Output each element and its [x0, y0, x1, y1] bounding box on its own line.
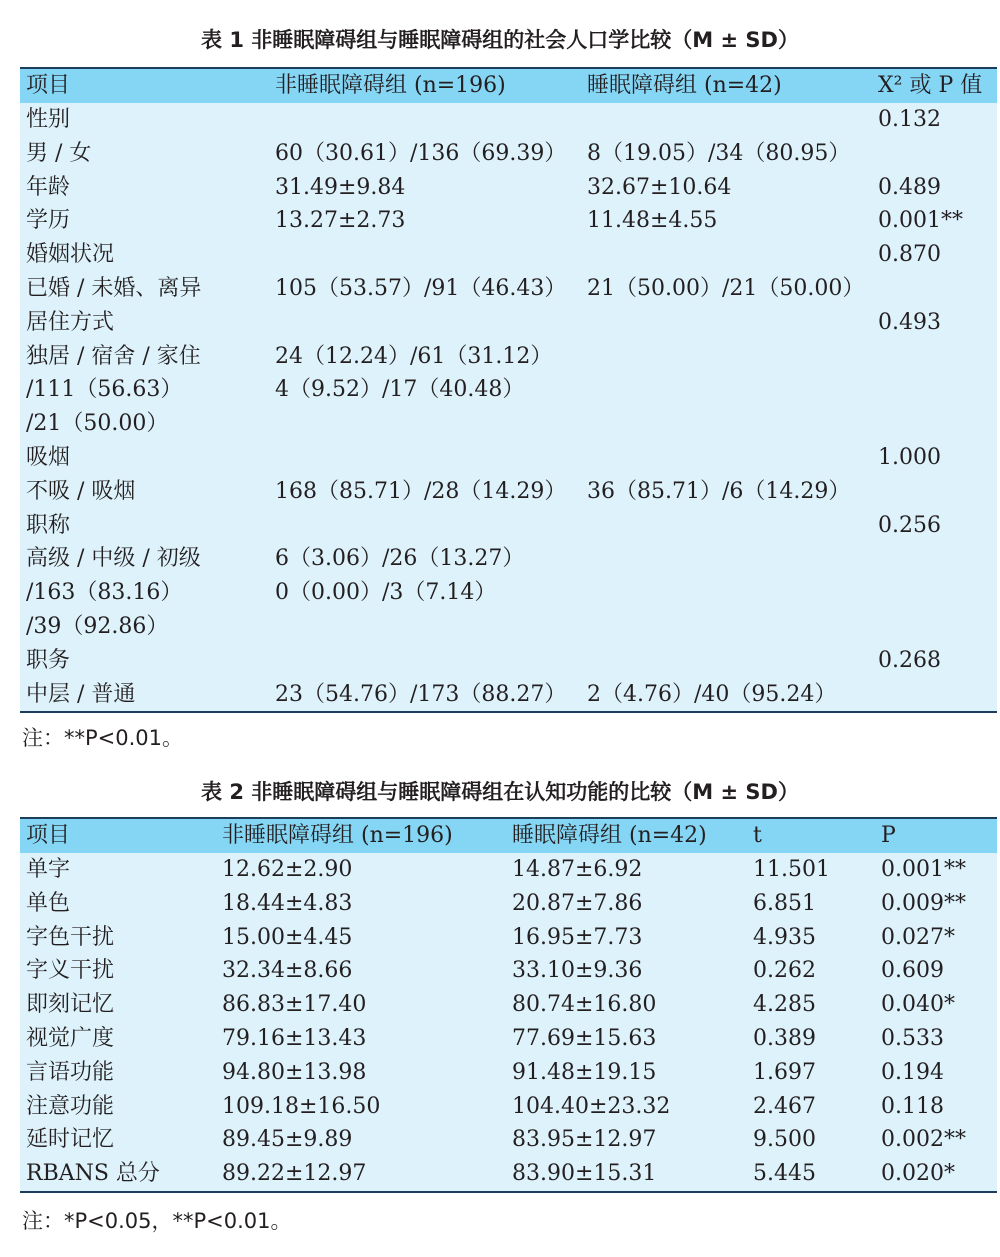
table-cell: 79.16±13.43	[222, 1025, 367, 1051]
table-cell: 婚姻状况	[26, 242, 115, 268]
table-cell: 4.285	[753, 992, 816, 1018]
table-cell: 0.020*	[881, 1161, 955, 1187]
table-row	[20, 373, 997, 407]
table-row	[20, 988, 997, 1022]
table-cell: 独居 / 宿舍 / 家住	[26, 343, 201, 369]
table-row	[20, 475, 997, 509]
table1	[20, 67, 997, 713]
table-cell: /111（56.63）	[26, 377, 183, 403]
table-cell: 20.87±7.86	[512, 890, 643, 916]
table-row	[20, 610, 997, 644]
table-cell: 居住方式	[26, 309, 115, 335]
table-cell: 15.00±4.45	[222, 924, 353, 950]
table1-caption: 表 1 非睡眠障碍组与睡眠障碍组的社会人口学比较（M ± SD）	[201, 28, 799, 52]
table-cell: 字义干扰	[26, 958, 115, 984]
header-cell: 项目	[26, 823, 71, 848]
table-cell: 83.95±12.97	[512, 1127, 657, 1153]
table-cell: 0.001**	[878, 208, 963, 234]
header-cell: X² 或 P 值	[878, 73, 983, 98]
table-cell: 12.62±2.90	[222, 857, 353, 882]
header-cell: t	[753, 823, 762, 848]
table-cell: 已婚 / 未婚、离异	[26, 275, 202, 301]
table-cell: 77.69±15.63	[512, 1025, 657, 1051]
table-cell: 0.001**	[881, 857, 966, 882]
header-cell: 项目	[26, 73, 71, 98]
table-cell: 单字	[26, 857, 71, 882]
table-cell: 24（12.24）/61（31.12）	[275, 343, 553, 369]
table-cell: 89.22±12.97	[222, 1161, 367, 1187]
table-cell: 0.040*	[881, 992, 955, 1018]
table-cell: 4（9.52）/17（40.48）	[275, 377, 525, 403]
table-cell: 104.40±23.32	[512, 1093, 671, 1119]
table-row	[20, 921, 997, 955]
table-cell: 18.44±4.83	[222, 890, 353, 916]
table2-caption: 表 2 非睡眠障碍组与睡眠障碍组在认知功能的比较（M ± SD）	[201, 780, 799, 804]
table-row	[20, 1123, 997, 1157]
header-cell: 睡眠障碍组 (n=42)	[587, 73, 782, 98]
table-row	[20, 407, 997, 441]
table-cell: 0.870	[878, 242, 941, 268]
table-cell: 6.851	[753, 890, 816, 916]
table-cell: 23（54.76）/173（88.27）	[275, 681, 567, 707]
table-cell: 2（4.76）/40（95.24）	[587, 681, 837, 707]
table-row	[20, 644, 997, 678]
table-row	[20, 678, 997, 712]
table-cell: 83.90±15.31	[512, 1161, 657, 1187]
table-cell: 60（30.61）/136（69.39）	[275, 140, 567, 166]
table-cell: 性别	[26, 107, 71, 132]
table-cell: 0.118	[881, 1093, 944, 1119]
table-row	[20, 853, 997, 887]
table-row	[20, 1157, 997, 1191]
table-row	[20, 272, 997, 306]
table-cell: 0.262	[753, 958, 816, 984]
table-cell: 0.493	[878, 309, 941, 335]
table-cell: 0.009**	[881, 890, 966, 916]
table-cell: 32.34±8.66	[222, 958, 353, 984]
table-row	[20, 542, 997, 576]
table-cell: 延时记忆	[26, 1127, 115, 1153]
table-cell: 0.389	[753, 1025, 816, 1051]
table-cell: 6（3.06）/26（13.27）	[275, 546, 525, 572]
table-cell: 0.194	[881, 1059, 944, 1085]
table-row	[20, 103, 997, 137]
table-cell: 11.48±4.55	[587, 208, 718, 234]
table-cell: 0.002**	[881, 1127, 966, 1153]
table-cell: 吸烟	[26, 444, 71, 470]
table-cell: 9.500	[753, 1127, 816, 1153]
table-cell: 0.268	[878, 647, 941, 673]
table-cell: 94.80±13.98	[222, 1059, 367, 1085]
table-row	[20, 306, 997, 340]
table-cell: 33.10±9.36	[512, 958, 643, 984]
table-cell: 36（85.71）/6（14.29）	[587, 478, 851, 504]
header-cell: 非睡眠障碍组 (n=196)	[222, 823, 453, 848]
table-cell: /163（83.16）	[26, 580, 183, 606]
table-cell: 1.000	[878, 444, 941, 470]
table-row	[20, 887, 997, 921]
table-cell: 91.48±19.15	[512, 1059, 657, 1085]
table-row	[20, 441, 997, 475]
table-cell: 105（53.57）/91（46.43）	[275, 275, 567, 301]
table-cell: 14.87±6.92	[512, 857, 643, 882]
table-cell: 年龄	[26, 174, 71, 200]
table-cell: 学历	[26, 208, 71, 234]
table-cell: 0.132	[878, 107, 941, 132]
table-cell: 11.501	[753, 857, 830, 882]
table2	[20, 817, 997, 1193]
table-cell: 0.533	[881, 1025, 944, 1051]
table-cell: 0.256	[878, 512, 941, 538]
table-cell: /39（92.86）	[26, 613, 169, 639]
table-cell: 即刻记忆	[26, 992, 115, 1018]
table-cell: 89.45±9.89	[222, 1127, 353, 1153]
table-cell: 16.95±7.73	[512, 924, 643, 950]
table-cell: /21（50.00）	[26, 411, 169, 437]
header-row	[20, 819, 997, 853]
table-cell: 职称	[26, 512, 71, 538]
table-cell: 0.609	[881, 958, 944, 984]
table-cell: 言语功能	[26, 1059, 115, 1085]
table-row	[20, 576, 997, 610]
table-cell: 不吸 / 吸烟	[26, 478, 136, 504]
table-row	[20, 954, 997, 988]
table-row	[20, 340, 997, 374]
table-cell: 109.18±16.50	[222, 1093, 381, 1119]
table-cell: 高级 / 中级 / 初级	[26, 546, 201, 572]
table-row	[20, 1022, 997, 1056]
table-cell: 字色干扰	[26, 924, 115, 950]
table-cell: RBANS 总分	[26, 1161, 160, 1187]
table-cell: 4.935	[753, 924, 816, 950]
table-cell: 注意功能	[26, 1093, 115, 1119]
table-cell: 男 / 女	[26, 140, 92, 166]
header-row	[20, 69, 997, 103]
table-row	[20, 238, 997, 272]
table-cell: 80.74±16.80	[512, 992, 657, 1018]
table-cell: 视觉广度	[26, 1025, 115, 1051]
table-cell: 32.67±10.64	[587, 174, 732, 200]
table-cell: 13.27±2.73	[275, 208, 406, 234]
table-cell: 21（50.00）/21（50.00）	[587, 275, 865, 301]
table-cell: 31.49±9.84	[275, 174, 406, 200]
table-cell: 职务	[26, 647, 71, 673]
header-cell: 睡眠障碍组 (n=42)	[512, 823, 707, 848]
table-row	[20, 1056, 997, 1090]
header-cell: P	[881, 823, 896, 848]
table-cell: 86.83±17.40	[222, 992, 367, 1018]
table-cell: 168（85.71）/28（14.29）	[275, 478, 567, 504]
table-cell: 0.489	[878, 174, 941, 200]
table-cell: 0（0.00）/3（7.14）	[275, 580, 497, 606]
table-cell: 8（19.05）/34（80.95）	[587, 140, 851, 166]
table2-note: 注：*P<0.05，**P<0.01。	[22, 1209, 292, 1233]
table-row	[20, 1090, 997, 1124]
table-cell: 中层 / 普通	[26, 681, 136, 707]
table-cell: 0.027*	[881, 924, 955, 950]
table-cell: 5.445	[753, 1161, 816, 1187]
table-row	[20, 137, 997, 171]
header-cell: 非睡眠障碍组 (n=196)	[275, 73, 506, 98]
table-row	[20, 509, 997, 543]
table-row	[20, 171, 997, 205]
table-cell: 1.697	[753, 1059, 816, 1085]
table-cell: 单色	[26, 890, 71, 916]
table-row	[20, 204, 997, 238]
table1-note: 注：**P<0.01。	[22, 726, 184, 750]
table-cell: 2.467	[753, 1093, 816, 1119]
